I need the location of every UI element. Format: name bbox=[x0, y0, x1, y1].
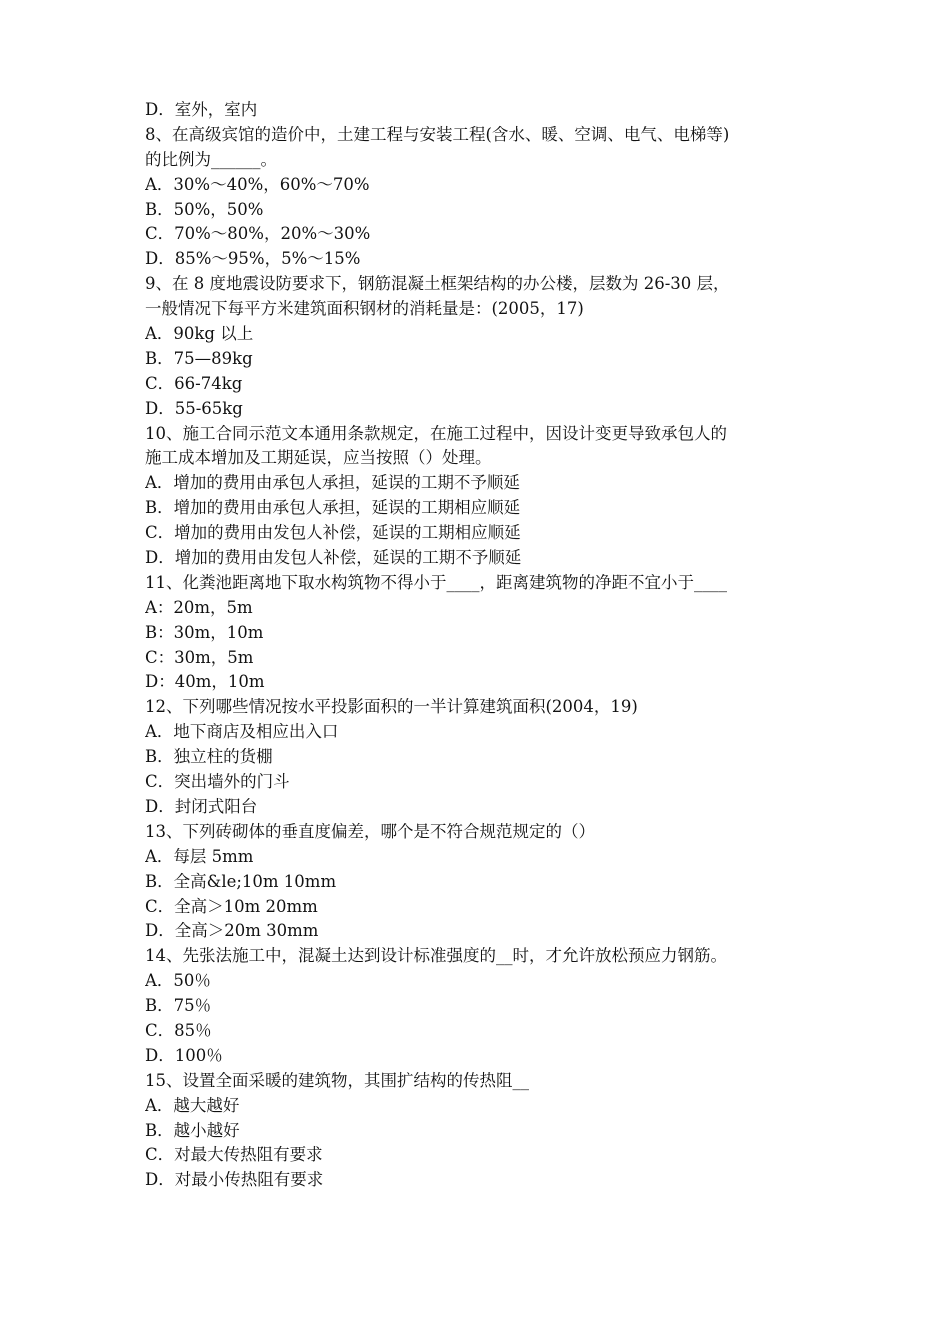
option-line: A．增加的费用由承包人承担，延误的工期不予顺延 bbox=[145, 473, 520, 493]
option-line: C．66-74kg bbox=[145, 373, 243, 393]
option-line: D．85%～95%，5%～15% bbox=[145, 249, 361, 269]
option-line: C．突出墙外的门斗 bbox=[145, 772, 290, 792]
option-line: C．70%～80%，20%～30% bbox=[145, 224, 371, 244]
option-line: D．55-65kg bbox=[145, 398, 243, 418]
option-line: B．增加的费用由承包人承担，延误的工期相应顺延 bbox=[145, 498, 521, 518]
option-line: B．50%，50% bbox=[145, 199, 264, 219]
question-line: 9、在 8 度地震设防要求下，钢筋混凝土框架结构的办公楼，层数为 26-30 层， bbox=[145, 274, 730, 294]
question-line: 8、在高级宾馆的造价中，土建工程与安装工程(含水、暖、空调、电气、电梯等) bbox=[145, 124, 730, 144]
option-line: B．75％ bbox=[145, 996, 212, 1016]
option-line: A．50％ bbox=[145, 971, 211, 991]
question-line: 12、下列哪些情况按水平投影面积的一半计算建筑面积(2004，19) bbox=[145, 697, 638, 717]
question-line: 一般情况下每平方米建筑面积钢材的消耗量是：(2005，17) bbox=[145, 299, 584, 319]
question-line: 13、下列砖砌体的垂直度偏差，哪个是不符合规范规定的（） bbox=[145, 821, 595, 841]
option-line: D．全高＞20m 30mm bbox=[145, 921, 319, 941]
question-line: 的比例为______。 bbox=[145, 149, 277, 169]
option-line: A．30%～40%，60%～70% bbox=[145, 174, 370, 194]
option-line: B．全高&le;10m 10mm bbox=[145, 871, 337, 891]
option-line: A．越大越好 bbox=[145, 1095, 240, 1115]
question-line: 14、先张法施工中，混凝土达到设计标准强度的__时，才允许放松预应力钢筋。 bbox=[145, 946, 727, 966]
option-line: A．地下商店及相应出入口 bbox=[145, 722, 339, 742]
option-line: B．越小越好 bbox=[145, 1120, 240, 1140]
question-line: 施工成本增加及工期延误，应当按照（）处理。 bbox=[145, 448, 492, 468]
option-line: A．90kg 以上 bbox=[145, 324, 254, 344]
option-line: C：30m，5m bbox=[145, 647, 254, 667]
option-line: C．对最大传热阻有要求 bbox=[145, 1145, 323, 1165]
option-line: A：20m，5m bbox=[145, 597, 253, 617]
option-line: A．每层 5mm bbox=[145, 846, 254, 866]
option-line: D．封闭式阳台 bbox=[145, 796, 258, 816]
option-line: B：30m，10m bbox=[145, 622, 264, 642]
option-line: C．增加的费用由发包人补偿，延误的工期相应顺延 bbox=[145, 523, 521, 543]
option-line: C．全高＞10m 20mm bbox=[145, 896, 318, 916]
question-line: 11、化粪池距离地下取水构筑物不得小于____，距离建筑物的净距不宜小于____ bbox=[145, 572, 727, 592]
option-line: D．增加的费用由发包人补偿，延误的工期不予顺延 bbox=[145, 548, 522, 568]
option-line: D．室外，室内 bbox=[145, 100, 258, 119]
option-line: B．独立柱的货棚 bbox=[145, 747, 273, 767]
question-line: 10、施工合同示范文本通用条款规定，在施工过程中，因设计变更导致承包人的 bbox=[145, 423, 727, 443]
option-line: B．75—89kg bbox=[145, 348, 253, 368]
question-line: 15、设置全面采暖的建筑物，其围扩结构的传热阻__ bbox=[145, 1070, 529, 1090]
option-line: C．85％ bbox=[145, 1020, 212, 1040]
option-line: D．100％ bbox=[145, 1045, 223, 1065]
option-line: D．对最小传热阻有要求 bbox=[145, 1170, 324, 1190]
option-line: D：40m，10m bbox=[145, 672, 265, 692]
